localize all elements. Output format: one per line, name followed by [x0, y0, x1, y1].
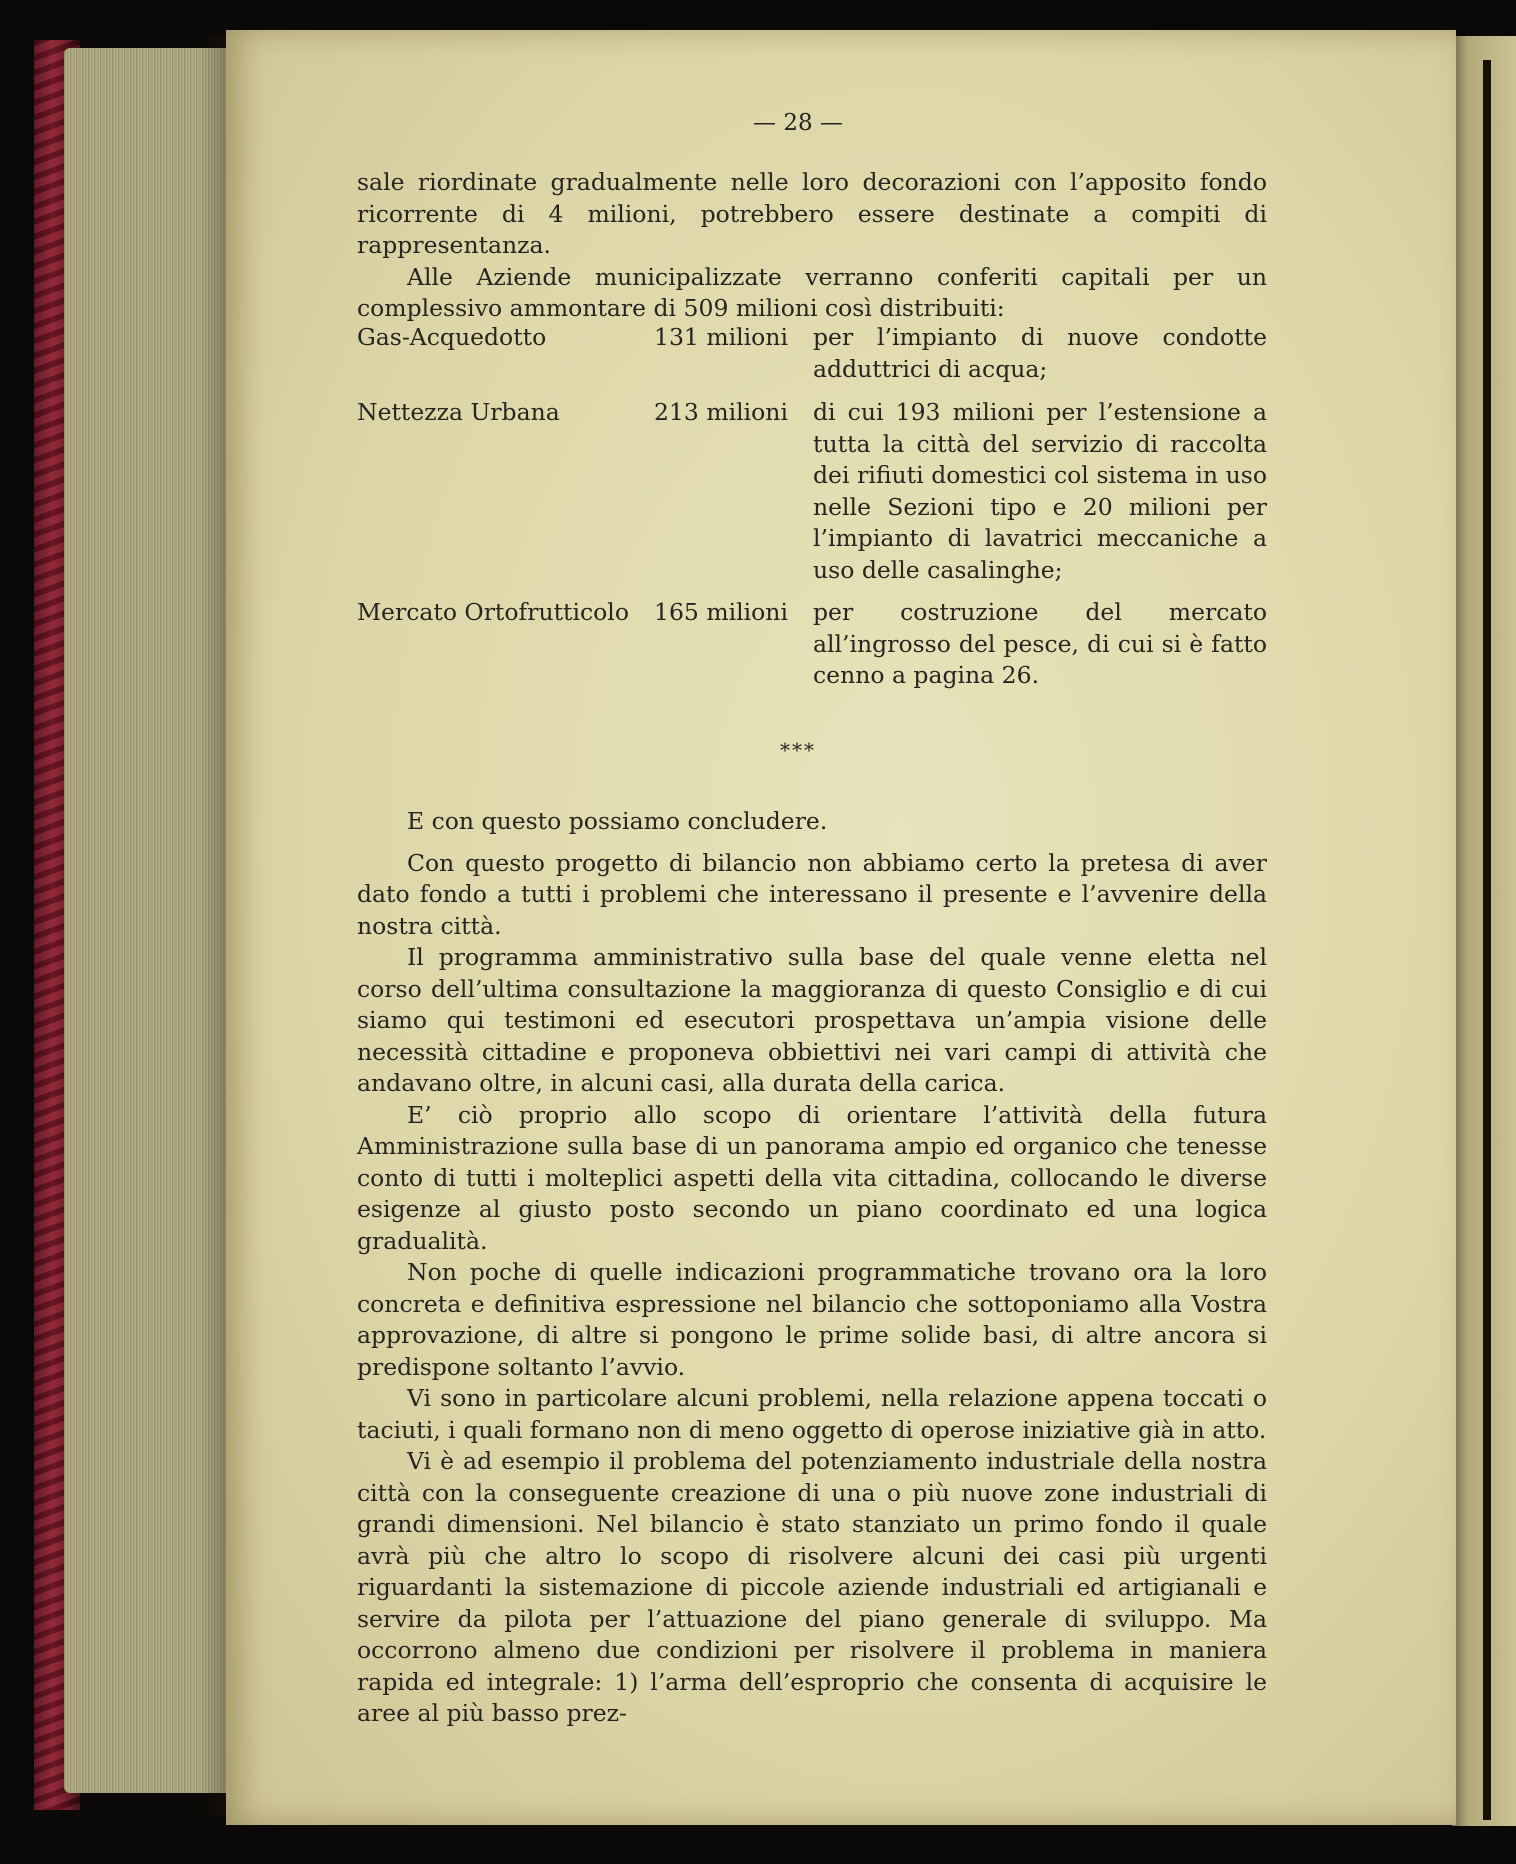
body-paragraph: E con questo possiamo concludere. — [407, 807, 828, 835]
section-separator: *** — [780, 738, 816, 762]
allocation-amount: 213 milioni — [654, 398, 788, 426]
page-number: — 28 — — [753, 110, 843, 136]
allocation-amount: 165 milioni — [654, 598, 788, 626]
body-paragraph: Vi sono in particolare alcuni problemi, nella relazione appena toccati o taciuti, i quali formano non di meno oggetto di operose iniziative già in atto. — [357, 1384, 1267, 1444]
allocation-description: di cui 193 milioni per l’estensione a tutta la città del servizio di raccolta dei rifiuti domestici col sistema in uso nelle Sezioni tipo e 20 milioni per l’impianto di lavatrici meccaniche a uso delle casalinghe; — [813, 398, 1267, 584]
body-paragraph: E’ ciò proprio allo scopo di orientare l’attività della futura Amministrazione sulla base di un panorama ampio ed organico che tenesse conto di tutti i molteplici aspetti della vita cittadina, collocando le diverse esigenze al giusto posto secondo un piano coordinato ed una logica gradualità. — [357, 1100, 1267, 1255]
allocation-amount: 131 milioni — [654, 323, 788, 351]
allocation-name: Nettezza Urbana — [357, 398, 560, 426]
body-paragraph: Con questo progetto di bilancio non abbiamo certo la pretesa di aver dato fondo a tutti i problemi che interessano il presente e l’avvenire della nostra città. — [357, 848, 1267, 940]
allocation-name: Mercato Ortofrutticolo — [357, 598, 629, 626]
body-paragraph: Il programma amministrativo sulla base del quale venne eletta nel corso dell’ultima consultazione la maggioranza di questo Consiglio e di cui siamo qui testimoni ed esecutori prospettava un’ampia visione delle necessità cittadine e proponeva obbiettivi nei vari campi di attività che andavano oltre, in alcuni casi, alla durata della carica. — [357, 943, 1267, 1097]
allocation-description: per costruzione del mercato all’ingrosso del pesce, di cui si è fatto cenno a pagina 26. — [813, 598, 1267, 689]
body-paragraph: Vi è ad esempio il problema del potenziamento industriale della nostra città con la conseguente creazione di una o più nuove zone industriali di grandi dimensioni. Nel bilancio è stato stanziato un primo fondo il quale avrà più che altro lo scopo di risolvere alcuni dei casi più urgenti riguardanti la sistemazione di piccole aziende industriali ed artigianali e servire da pilota per l’attuazione del piano generale di sviluppo. Ma occorrono almeno due condizioni per risolvere il problema in maniera rapida ed integrale: 1) l’arma dell’esproprio che consenta di acquisire le aree al più basso prez- — [357, 1447, 1267, 1727]
body-paragraph: Non poche di quelle indicazioni programmatiche trovano ora la loro concreta e definitiva espressione nel bilancio che sottoponiamo alla Vostra approvazione, di altre si pongono le prime solide basi, di altre ancora si predispone soltanto l’avvio. — [357, 1258, 1267, 1381]
intro-paragraph-2: Alle Aziende municipalizzate verranno conferiti capitali per un complessivo ammontare di 509 milioni così distribuiti: — [357, 262, 1267, 322]
intro-paragraph-1: sale riordinate gradualmente nelle loro decorazioni con l’apposito fondo ricorrente di 4 milioni, potrebbero essere destinate a compiti di rappresentanza. — [357, 168, 1267, 259]
right-binding-edge — [1483, 60, 1491, 1820]
body-text — [357, 806, 1267, 1730]
allocation-name: Gas-Acquedotto — [357, 323, 547, 351]
intro-text — [357, 167, 1267, 325]
allocation-description: per l’impianto di nuove condotte adduttrici di acqua; — [813, 323, 1267, 383]
